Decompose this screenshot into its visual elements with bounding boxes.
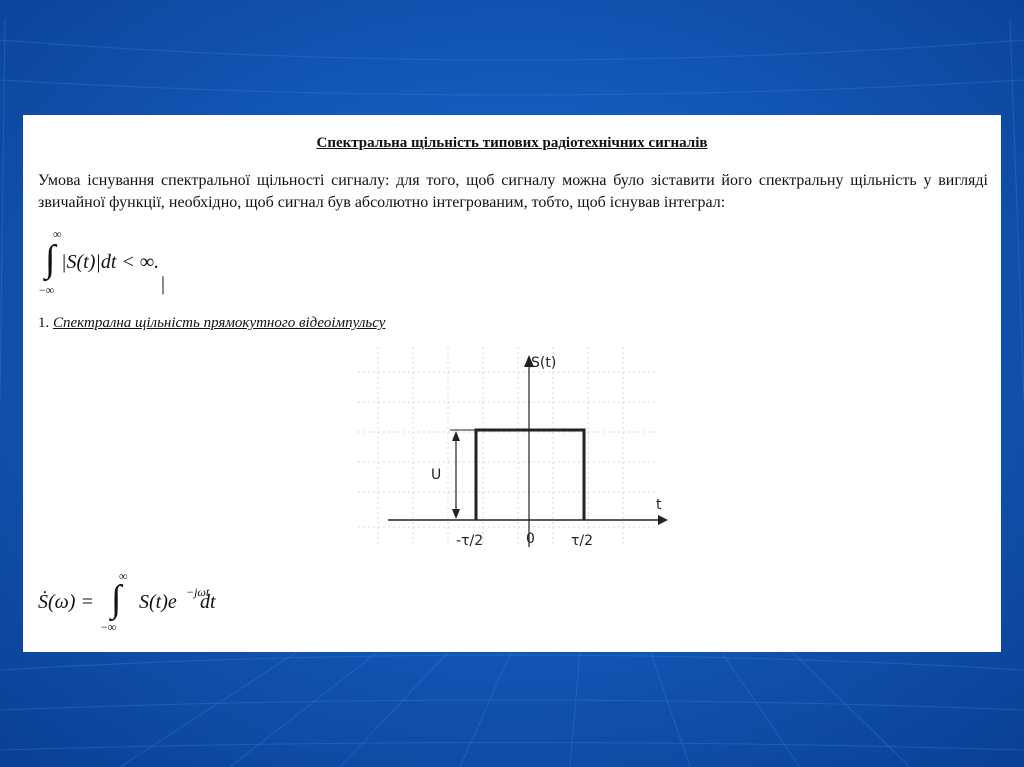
tick-label-minus-half-tau: -τ/2 [456, 533, 484, 549]
formula1-upper-limit: ∞ [53, 227, 62, 241]
formula2-lower-limit: −∞ [101, 620, 117, 634]
document-title: Спектральна щільність типових радіотехнічних сигналів [316, 135, 708, 151]
x-axis-label: t [656, 497, 662, 513]
integral-sign-icon: ∫ [45, 238, 56, 280]
formula2-upper-limit: ∞ [119, 569, 128, 583]
tick-label-half-tau: τ/2 [571, 533, 594, 549]
formula1-body: |S(t)|dt < ∞. [61, 251, 160, 273]
rectangular-pulse [476, 430, 584, 520]
existence-condition-paragraph: Умова існування спектральної щільності сигналу: для того, щоб сигналу можна було зіставити його спектральну щільність у вигляді звичайної функції, необхідно, щоб сигнал був абсолютно інтегрованим, тобто, щоб існував інтеграл: [38, 172, 988, 211]
section-label: Спектрална щільність прямокутного відеоімпульсу [53, 315, 386, 331]
amplitude-arrow-down-icon [452, 509, 460, 519]
graph-grid [358, 347, 658, 547]
rectangular-pulse-graph [358, 347, 668, 557]
x-axis-arrow-icon [658, 515, 668, 525]
formula2-lhs: Ṡ(ω) = [38, 591, 94, 613]
document-page [23, 115, 1001, 652]
y-axis-label: S(t) [531, 355, 557, 371]
text-cursor: | [161, 273, 166, 295]
section-heading [38, 315, 385, 332]
integral-sign-2-icon: ∫ [111, 578, 122, 620]
formula2-tail: dt [200, 591, 216, 613]
section-number: 1. [38, 315, 50, 331]
tick-label-zero: 0 [526, 531, 535, 547]
amplitude-label: U [431, 467, 442, 483]
formula2-body: S(t)e [139, 591, 177, 613]
formula1-lower-limit: −∞ [39, 283, 55, 297]
formula2-exponent: −jωt [186, 585, 210, 599]
